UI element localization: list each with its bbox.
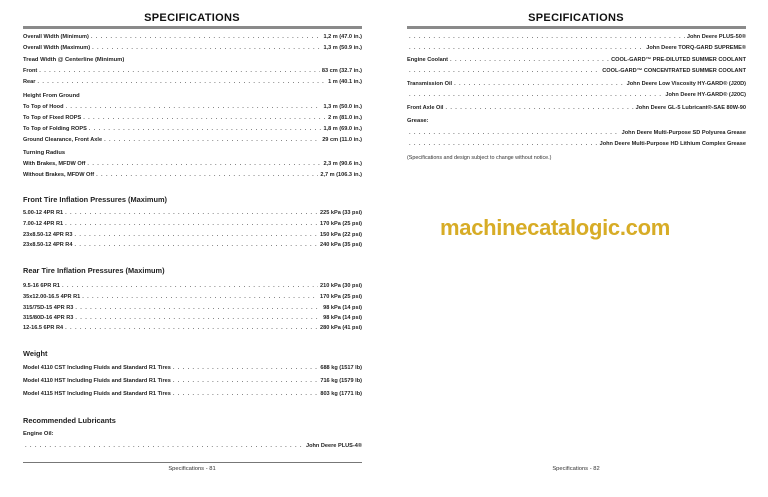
dot-leader [96, 170, 318, 180]
spec-value: 688 kg (1517 lb) [320, 365, 362, 371]
dot-leader [83, 113, 326, 123]
spec-value: 240 kPa (35 psi) [320, 242, 362, 248]
dot-leader [409, 66, 600, 76]
spec-label: Model 4110 CST Including Fluids and Standard R1 Tires [23, 365, 171, 371]
spec-row [23, 389, 362, 399]
spec-row [23, 32, 362, 42]
spec-row [23, 124, 362, 134]
spec-value: 2,7 m (106.3 in.) [320, 172, 362, 178]
page-title: SPECIFICATIONS [528, 12, 624, 24]
spec-value: 83 cm (32.7 in.) [321, 68, 362, 74]
page-footer: Specifications - 82 [552, 466, 600, 472]
spec-row [407, 128, 746, 138]
spec-label: 7.00-12 4PR R1 [23, 221, 64, 227]
spec-row [23, 77, 362, 87]
spec-value: 210 kPa (30 psi) [320, 283, 362, 289]
spec-row [23, 281, 362, 291]
dot-leader [92, 43, 321, 53]
spec-value: 2 m (81.0 in.) [328, 115, 362, 121]
spec-row [23, 102, 362, 112]
spec-value: 225 kPa (33 psi) [320, 210, 362, 216]
dot-leader [65, 208, 318, 218]
spec-label: 35x12.00-16.5 4PR R1 [23, 294, 81, 300]
spec-row [407, 66, 746, 76]
spec-value: John Deere PLUS-4® [305, 443, 362, 449]
spec-row [23, 170, 362, 180]
dot-leader [74, 230, 318, 240]
spec-label: Model 4115 HST Including Fluids and Standard R1 Tires [23, 391, 171, 397]
spec-label: To Top of Folding ROPS [23, 126, 87, 132]
spec-row [23, 230, 362, 240]
spec-row [407, 139, 746, 149]
dot-leader [89, 124, 322, 134]
dot-leader [409, 32, 685, 42]
spec-row [23, 43, 362, 53]
dot-leader [75, 313, 321, 323]
dot-leader [445, 103, 633, 113]
spec-row [23, 292, 362, 302]
dot-leader [87, 159, 321, 169]
spec-label: 23x8.50-12 4PR R4 [23, 242, 73, 248]
page-title: SPECIFICATIONS [144, 12, 240, 24]
spec-value: 280 kPa (41 psi) [320, 325, 362, 331]
watermark: machinecatalogic.com [440, 215, 670, 240]
spec-label: With Brakes, MFDW Off [23, 161, 86, 167]
dot-leader [65, 219, 318, 229]
spec-label: 5.00-12 4PR R1 [23, 210, 64, 216]
spec-row [23, 240, 362, 250]
spec-value: 2,3 m (90.6 in.) [323, 161, 362, 167]
spec-label: To Top of Fixed ROPS [23, 115, 82, 121]
spec-label: 23x8.50-12 4PR R3 [23, 232, 73, 238]
spec-row [23, 303, 362, 313]
spec-label: Front [23, 68, 38, 74]
dot-leader [409, 128, 620, 138]
footer-divider [23, 462, 362, 463]
subsection-heading: Engine Oil: [23, 431, 54, 437]
spec-value: 1 m (40.1 in.) [328, 79, 362, 85]
spec-value: John Deere PLUS-50® [686, 34, 746, 40]
dot-leader [82, 292, 318, 302]
spec-value: 150 kPa (22 psi) [320, 232, 362, 238]
spec-value: 29 cm (11.0 in.) [322, 137, 362, 143]
dot-leader [91, 32, 322, 42]
spec-row [407, 55, 746, 65]
spec-row [23, 313, 362, 323]
spec-row [23, 323, 362, 333]
spec-row [407, 79, 746, 89]
spec-row [23, 376, 362, 386]
spec-value: 716 kg (1579 lb) [320, 378, 362, 384]
subsection-heading: Grease: [407, 118, 429, 124]
subsection-heading: Turning Radius [23, 150, 66, 156]
spec-row [23, 441, 362, 451]
dot-leader [450, 55, 609, 65]
spec-row [407, 32, 746, 42]
spec-label: Overall Width (Maximum) [23, 45, 91, 51]
dot-leader [173, 376, 318, 386]
spec-label: Model 4110 HST Including Fluids and Standard R1 Tires [23, 378, 171, 384]
spec-value: John Deere HY-GARD® (J20C) [665, 92, 746, 98]
dot-leader [37, 77, 326, 87]
spec-value: John Deere Multi-Purpose HD Lithium Complex Grease [599, 141, 746, 147]
dot-leader [39, 66, 320, 76]
spec-label: Without Brakes, MFDW Off [23, 172, 95, 178]
spec-label: 9.5-16 6PR R1 [23, 283, 61, 289]
spec-row [407, 43, 746, 53]
spec-value: 1,3 m (50.0 in.) [323, 104, 362, 110]
spec-value: 170 kPa (25 psi) [320, 221, 362, 227]
spec-label: 315/75D-15 4PR R3 [23, 305, 74, 311]
spec-label: Rear [23, 79, 36, 85]
section-heading: Front Tire Inflation Pressures (Maximum) [23, 195, 168, 204]
dot-leader [409, 139, 598, 149]
spec-row [23, 159, 362, 169]
disclaimer-note: (Specifications and design subject to change without notice.) [407, 155, 552, 161]
spec-label: Ground Clearance, Front Axle [23, 137, 103, 143]
dot-leader [173, 389, 318, 399]
dot-leader [104, 135, 320, 145]
spec-row [23, 208, 362, 218]
section-heading: Rear Tire Inflation Pressures (Maximum) [23, 266, 165, 275]
spec-value: 1,2 m (47.0 in.) [323, 34, 362, 40]
spec-label: To Top of Hood [23, 104, 64, 110]
subsection-heading: Height From Ground [23, 93, 80, 99]
spec-row [407, 103, 746, 113]
spec-row [23, 135, 362, 145]
spec-label: Front Axle Oil [407, 105, 444, 111]
dot-leader [74, 240, 318, 250]
spec-value: 98 kPa (14 psi) [323, 315, 362, 321]
spec-value: 98 kPa (14 psi) [323, 305, 362, 311]
dot-leader [25, 441, 304, 451]
dot-leader [454, 79, 625, 89]
spec-value: 1,3 m (50.9 in.) [323, 45, 362, 51]
spec-value: John Deere Low Viscosity HY-GARD® (J20D) [626, 81, 746, 87]
spec-label: 12-16.5 6PR R4 [23, 325, 64, 331]
spec-row [23, 66, 362, 76]
subsection-heading: Tread Width @ Centerline (Minimum) [23, 57, 125, 63]
section-heading: Recommended Lubricants [23, 416, 116, 425]
spec-value: John Deere Multi-Purpose SD Polyurea Grease [621, 130, 746, 136]
dot-leader [409, 43, 644, 53]
dot-leader [66, 102, 322, 112]
spec-value: 170 kPa (25 psi) [320, 294, 362, 300]
page-footer: Specifications - 81 [168, 466, 216, 472]
title-divider [407, 26, 746, 29]
title-divider [23, 26, 362, 29]
spec-value: COOL-GARD™ CONCENTRATED SUMMER COOLANT [602, 68, 746, 74]
dot-leader [409, 90, 663, 100]
spec-row [407, 90, 746, 100]
dot-leader [173, 363, 318, 373]
spec-value: 803 kg (1771 lb) [320, 391, 362, 397]
dot-leader [75, 303, 321, 313]
spec-value: John Deere GL-5 Lubricant®-SAE 80W-90 [635, 105, 746, 111]
spec-label: 315/80D-16 4PR R3 [23, 315, 74, 321]
spec-value: COOL-GARD™ PRE-DILUTED SUMMER COOLANT [611, 57, 746, 63]
dot-leader [65, 323, 318, 333]
spec-label: Engine Coolant [407, 57, 449, 63]
spec-row [23, 363, 362, 373]
spec-label: Overall Width (Minimum) [23, 34, 89, 40]
spec-value: 1,8 m (69.0 in.) [323, 126, 362, 132]
spec-value: John Deere TORQ-GARD SUPREME® [646, 45, 746, 51]
spec-row [23, 219, 362, 229]
dot-leader [62, 281, 318, 291]
spec-label: Transmission Oil [407, 81, 453, 87]
spec-row [23, 113, 362, 123]
section-heading: Weight [23, 349, 48, 358]
right-page [384, 0, 768, 497]
